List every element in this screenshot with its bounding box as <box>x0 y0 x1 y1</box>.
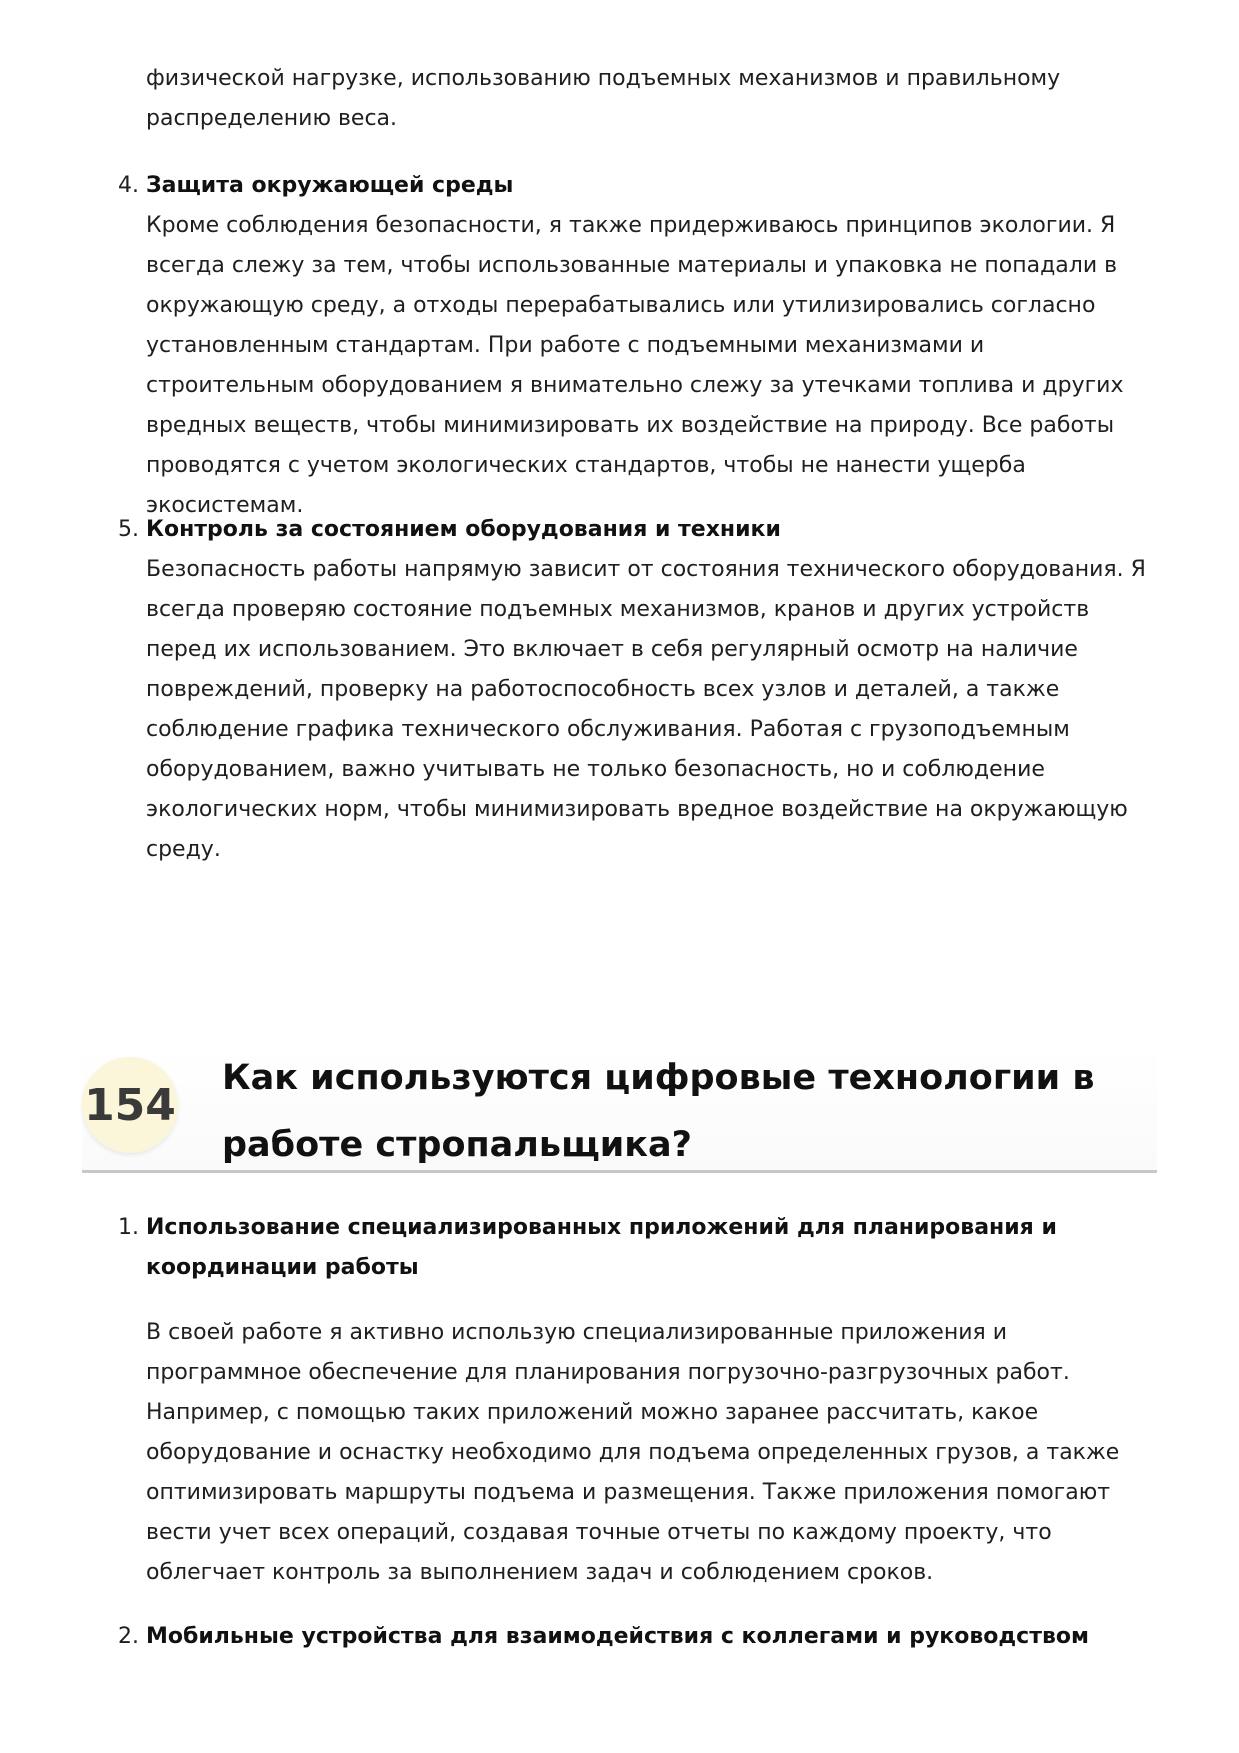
continuation-paragraph: физической нагрузке, использованию подъемных механизмов и правильному распределению веса. <box>146 66 1061 131</box>
list-item-body: Кроме соблюдения безопасности, я также придерживаюсь принципов экологии. Я всегда слежу за тем, чтобы использованные материалы и упаковка не попадали в окружающую среду, а отходы перерабатывались или утилизировались согласно установленным стандартам. При работе с подъемными механизмами и строительным оборудованием я внимательно слежу за утечками топлива и других вредных веществ, чтобы минимизировать их воздействие на природу. Все работы проводятся с учетом экологических стандартов, чтобы не нанести ущерба экосистемам. <box>146 213 1124 518</box>
list-item-title: Мобильные устройства для взаимодействия с коллегами и руководством <box>146 1624 1089 1649</box>
list-item-number: 5. <box>118 517 139 542</box>
list-item-body: В своей работе я активно использую специализированные приложения и программное обеспечение для планирования погрузочно-разгрузочных работ. Например, с помощью таких приложений можно заранее рассчитать, какое оборудование и оснастку необходимо для подъема определенных грузов, а также оптимизировать маршруты подъема и размещения. Также приложения помогают вести учет всех операций, создавая точные отчеты по каждому проекту, что облегчает контроль за выполнением задач и соблюдением сроков. <box>146 1320 1120 1585</box>
list-item-title: Контроль за состоянием оборудования и техники <box>146 517 781 542</box>
list-item-number: 2. <box>118 1624 139 1649</box>
list-item-number: 1. <box>118 1215 139 1240</box>
question-header <box>82 1045 1157 1173</box>
list-item-body: Безопасность работы напрямую зависит от состояния технического оборудования. Я всегда проверяю состояние подъемных механизмов, кранов и других устройств перед их использованием. Это включает в себя регулярный осмотр на наличие повреждений, проверку на работоспособность всех узлов и деталей, а также соблюдение графика технического обслуживания. Работая с грузоподъемным оборудованием, важно учитывать не только безопасность, но и соблюдение экологических норм, чтобы минимизировать вредное воздействие на окружающую среду. <box>146 557 1146 862</box>
list-item-title: Использование специализированных приложений для планирования и координации работы <box>146 1215 1057 1280</box>
question-number-badge: 154 <box>82 1057 178 1153</box>
list-item-title: Защита окружающей среды <box>146 173 514 198</box>
question-title: Как используются цифровые технологии в работе стропальщика? <box>222 1058 1095 1165</box>
list-item-number: 4. <box>118 173 139 198</box>
